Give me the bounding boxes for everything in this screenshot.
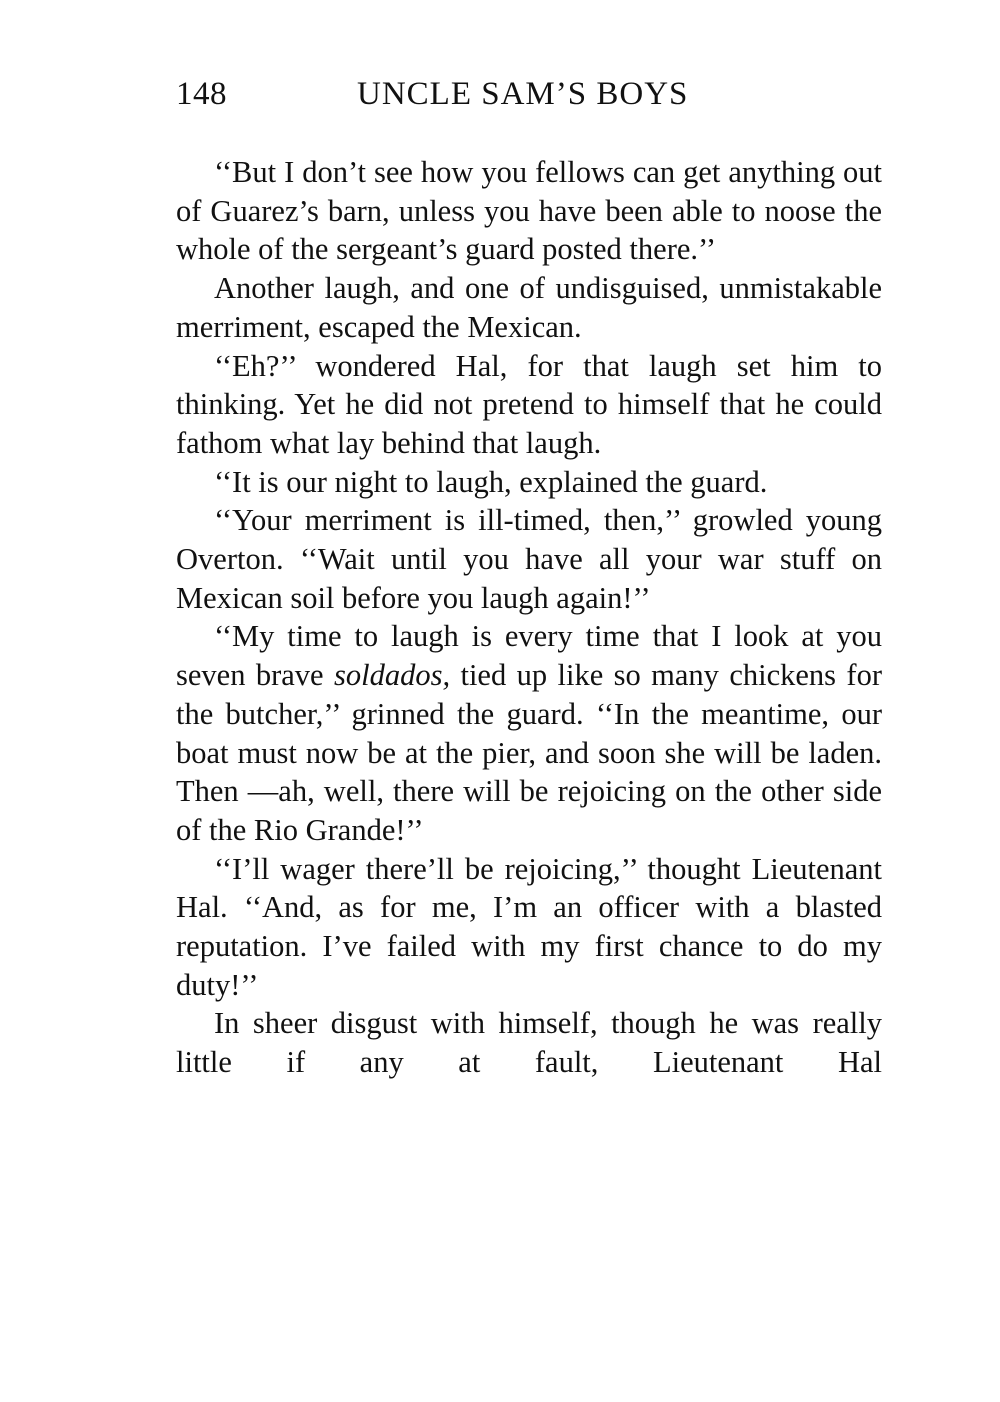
running-header (176, 72, 884, 116)
paragraph-text: ‘‘My time to laugh is every time that I look at you seven brave (176, 619, 882, 693)
page-number: 148 (176, 76, 227, 112)
paragraph: ‘‘I’ll wager there’ll be rejoicing,’’ thought Lieutenant Hal. ‘‘And, as for me, I’m an officer with a blasted reputation. I’ve failed with my first chance to do my duty!’’ (176, 851, 882, 1002)
paragraph: In sheer disgust with himself, though he was really little if any at fault, Lieutenant Hal (176, 1006, 882, 1080)
paragraph (176, 617, 882, 849)
paragraph: ‘‘But I don’t see how you fellows can get anything out of Guarez’s barn, unless you have been able to noose the whole of the sergeant’s guard posted there.’’ (176, 155, 882, 267)
paragraph-text: tied up like so many chickens for the butcher,’’ grinned the guard. ‘‘In the meantime, our boat must now be at the pier, and soon she will be laden. Then —ah, well, there will be rejoicing on the other side of the Rio Grande!’’ (176, 658, 882, 847)
paragraph: ‘‘Your merriment is ill-timed, then,’’ growled young Overton. ‘‘Wait until you have all your war stuff on Mexican soil before you laugh again!’’ (176, 503, 882, 615)
paragraph: ‘‘Eh?’’ wondered Hal, for that laugh set him to thinking. Yet he did not pretend to himself that he could fathom what lay behind that laugh. (176, 348, 882, 460)
paragraph: Another laugh, and one of undisguised, unmistakable merriment, escaped the Mexican. (176, 271, 882, 344)
body-text (176, 153, 882, 1082)
running-title: UNCLE SAM’S BOYS (357, 76, 689, 112)
paragraph: ‘‘It is our night to laugh, explained the guard. (214, 464, 768, 499)
italic-word: soldados, (333, 658, 451, 693)
